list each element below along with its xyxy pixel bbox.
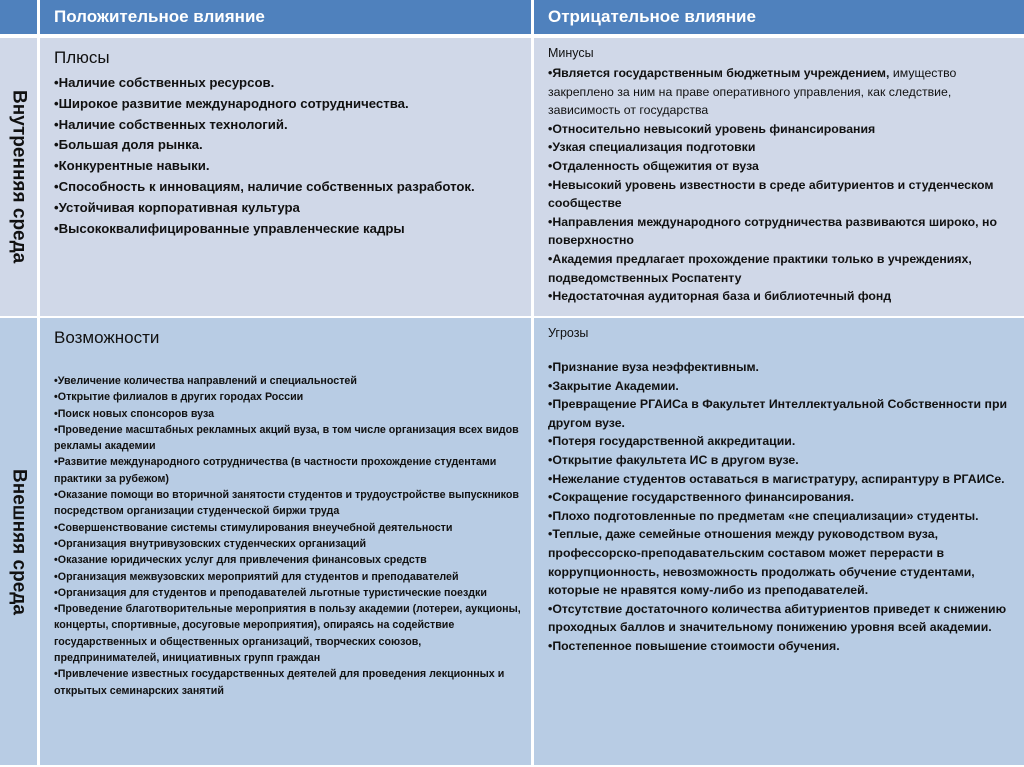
weakness-bold-part: Является государственным бюджетным учреждением, [552,66,890,80]
list-item: • Способность к инновациям, наличие собственных разработок. [54,177,521,198]
list-item: • Признание вуза неэффективным. [548,358,1014,377]
list-item: • Потеря государственной аккредитации. [548,432,1014,451]
weakness-normal-part: имущество закреплено за ним на праве оперативного управления, как следствие, зависимость от государства [548,66,957,118]
weaknesses-list [548,64,1014,120]
list-item: • Направления международного сотрудничества развиваются широко, но поверхностно [548,213,1014,250]
list-item: • Привлечение известных государственных деятелей для проведения лекционных и открытых семинарских занятий [54,666,521,699]
list-item: • Организация для студентов и преподавателей льготные туристические поездки [54,585,521,601]
header-positive-label: Положительное влияние [54,7,265,26]
row-label-external [0,318,40,767]
list-item: • Оказание помощи во вторичной занятости студентов и трудоустройстве выпускников посредством организации студенческой биржи труда [54,487,521,520]
row-label-internal [0,38,40,318]
list-item: • Нежелание студентов оставаться в магистратуру, аспирантуру в РГАИСе. [548,470,1014,489]
list-item: • Высококвалифицированные управленческие кадры [54,219,521,240]
list-item: • Увеличение количества направлений и специальностей [54,373,521,389]
list-item: • Сокращение государственного финансирования. [548,488,1014,507]
spacer [54,353,521,373]
list-item: • Закрытие Академии. [548,377,1014,396]
header-corner-cell [0,0,40,38]
threats-list [548,358,1014,656]
list-item: • Организация внутривузовских студенческих организаций [54,536,521,552]
header-negative [534,0,1024,38]
list-item: • Превращение РГАИСа в Факультет Интеллектуальной Собственности при другом вузе. [548,395,1014,432]
list-item: • Узкая специализация подготовки [548,138,1014,157]
spacer [548,344,1014,358]
list-item: • Поиск новых спонсоров вуза [54,406,521,422]
strengths-list [54,73,521,239]
list-item: • Открытие филиалов в других городах России [54,389,521,405]
row-label-external-text: Внешняя среда [8,468,30,615]
threats-title: Угрозы [548,326,589,340]
list-item: • Организация межвузовских мероприятий для студентов и преподавателей [54,569,521,585]
weaknesses-list-rest [548,120,1014,306]
list-item: • Наличие собственных ресурсов. [54,73,521,94]
list-item: • Отсутствие достаточного количества абитуриентов приведет к снижению проходных баллов и значительному понижению уровня всей академии. [548,600,1014,637]
header-positive [40,0,534,38]
strengths-cell [40,38,534,318]
weaknesses-cell [534,38,1024,318]
list-item: • Невысокий уровень известности в среде абитуриентов и студенческом сообществе [548,176,1014,213]
list-item: • Устойчивая корпоративная культура [54,198,521,219]
list-item: • Большая доля рынка. [54,135,521,156]
weaknesses-title: Минусы [548,46,594,60]
list-item: • Относительно невысокий уровень финансирования [548,120,1014,139]
opportunities-list [54,373,521,699]
list-item: • Развитие международного сотрудничества (в частности прохождение студентами практики за рубежом) [54,454,521,487]
list-item: • Широкое развитие международного сотрудничества. [54,94,521,115]
list-item: • Плохо подготовленные по предметам «не специализации» студенты. [548,507,1014,526]
list-item [548,64,1014,120]
strengths-title: Плюсы [54,48,110,67]
row-label-internal-text: Внутренняя среда [8,90,30,264]
list-item: • Оказание юридических услуг для привлечения финансовых средств [54,552,521,568]
list-item: • Отдаленность общежития от вуза [548,157,1014,176]
list-item: • Недостаточная аудиторная база и библиотечный фонд [548,287,1014,306]
list-item: • Постепенное повышение стоимости обучения. [548,637,1014,656]
list-item: • Открытие факультета ИС в другом вузе. [548,451,1014,470]
list-item: • Конкурентные навыки. [54,156,521,177]
list-item: • Проведение масштабных рекламных акций вуза, в том числе организация всех видов рекламы академии [54,422,521,455]
list-item: • Проведение благотворительные мероприятия в пользу академии (лотереи, аукционы, концерты, спортивные, досуговые мероприятия), опираясь на содействие государственных и общественных организаций, творческих союзов, предпринимателей, инициативных групп граждан [54,601,521,666]
threats-cell [534,318,1024,767]
list-item: • Наличие собственных технологий. [54,115,521,136]
opportunities-cell [40,318,534,767]
list-item: • Академия предлагает прохождение практики только в учреждениях, подведомственных Роспатенту [548,250,1014,287]
opportunities-title: Возможности [54,328,160,347]
header-negative-label: Отрицательное влияние [548,7,756,26]
list-item: • Совершенствование системы стимулирования внеучебной деятельности [54,520,521,536]
list-item: • Теплые, даже семейные отношения между руководством вуза, профессорско-преподавательским составом может перерасти в коррупционность, невозможность продолжать обучение студентами, которые не нравятся кому-либо из преподавателей. [548,525,1014,599]
